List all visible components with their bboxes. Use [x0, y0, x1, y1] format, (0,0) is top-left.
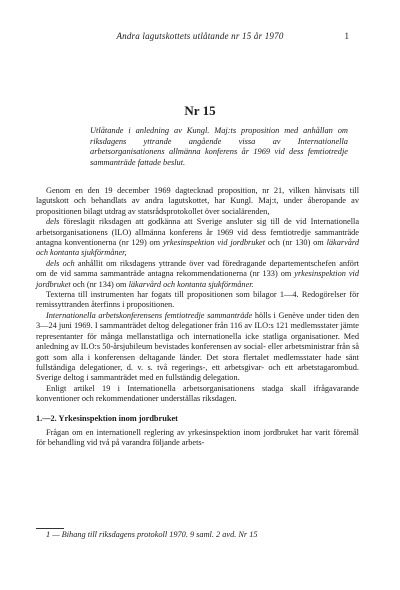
emphasis: dels och	[46, 258, 75, 268]
paragraph-5	[36, 311, 359, 384]
emphasis: Internationella arbetskonferensens femtiotredje sammanträde	[46, 310, 253, 320]
paragraph-4: Texterna till instrumenten har fogats till propositionen som bilagor 1—4. Redogörelser för remissyttranden återfinns i propositionen.	[36, 290, 359, 310]
text: och (nr 130) om	[265, 238, 327, 248]
emphasis: yrkesinspektion vid jordbruket	[162, 238, 266, 248]
emphasis: läkarvård och kontanta sjukförmåner.	[128, 279, 254, 289]
paragraph-3	[36, 259, 359, 290]
paragraph-2	[36, 217, 359, 259]
section-heading: 1.—2. Yrkesinspektion inom jordbruket	[36, 413, 178, 423]
text: anhållit om riksdagens yttrande över vad föredragande departementschefen anfört om de vid samma sammanträde antagna rekommendationerna (nr 133) om	[36, 258, 360, 279]
emphasis: yrkesinspektion vid jordbruket	[36, 269, 359, 289]
text: hölls i Genève under tiden den 3—24 juni 1969. I sammanträdet deltog delegationer från 116 av ILO:s 121 medlemsstater jämte representanter för många mellanstatliga och internationella icke statliga organisationer. Med anledning av ILO:s 50-årsjubileum bevistades konferensen av social- eller arbetsministrar från så gott som alla i konferensen deltagande länder. Det stora flertalet medlemsstater hade sänt fullständiga delegationer, d. v. s. två regerings-, ett arbetsgivar- och ett arbetstagarombud. Sverige deltog i sammanträdet med en fullständig delegation.	[36, 310, 360, 383]
emphasis: läkarvård och kontanta sjukförmåner,	[36, 238, 359, 258]
document-number: Nr 15	[184, 103, 216, 118]
footnote-rule	[36, 528, 64, 529]
text: föreslagit riksdagen att godkänna att Sverige ansluter sig till de vid Internationella arbetsorganisationens (ILO) allmänna konferens år 1969 vid dess femtiotredje sammanträde antagna konventionerna (nr 129) om	[36, 217, 359, 248]
text: och (nr 134) om	[70, 279, 129, 289]
emphasis: dels	[46, 217, 60, 227]
paragraph-1: Genom en den 19 december 1969 dagtecknad proposition, nr 21, vilken hänvisats till lagutskott och behandlats av andra lagutskottet, har Kungl. Maj:t, under åberopande av propositionen bilagt utdrag av statsrådsprotokollet över socialärenden,	[36, 186, 359, 216]
paragraph-6: Enligt artikel 19 i Internationella arbetsorganisationens stadga skall ifrågavarande konventioner och rekommendationer underställas riksdagen.	[36, 383, 359, 404]
running-head: Andra lagutskottets utlåtande nr 15 år 1970	[116, 31, 284, 41]
body-text	[36, 186, 359, 449]
footnote: 1 — Bihang till riksdagens protokoll 1970. 9 saml. 2 avd. Nr 15	[46, 530, 258, 539]
paragraph-7: Frågan om en internationell reglering av yrkesinspektion inom jordbruket har varit föremål för behandling vid två på varandra följande arbets-	[36, 427, 359, 448]
document-subtitle: Utlåtande i anledning av Kungl. Maj:ts proposition med anhållan om riksdagens yttrande angående vissa av Internationella arbetsorganisationens allmänna konferens år 1969 vid dess femtiotredje sammanträde fattade beslut.	[90, 126, 348, 167]
page-number: 1	[344, 31, 349, 41]
